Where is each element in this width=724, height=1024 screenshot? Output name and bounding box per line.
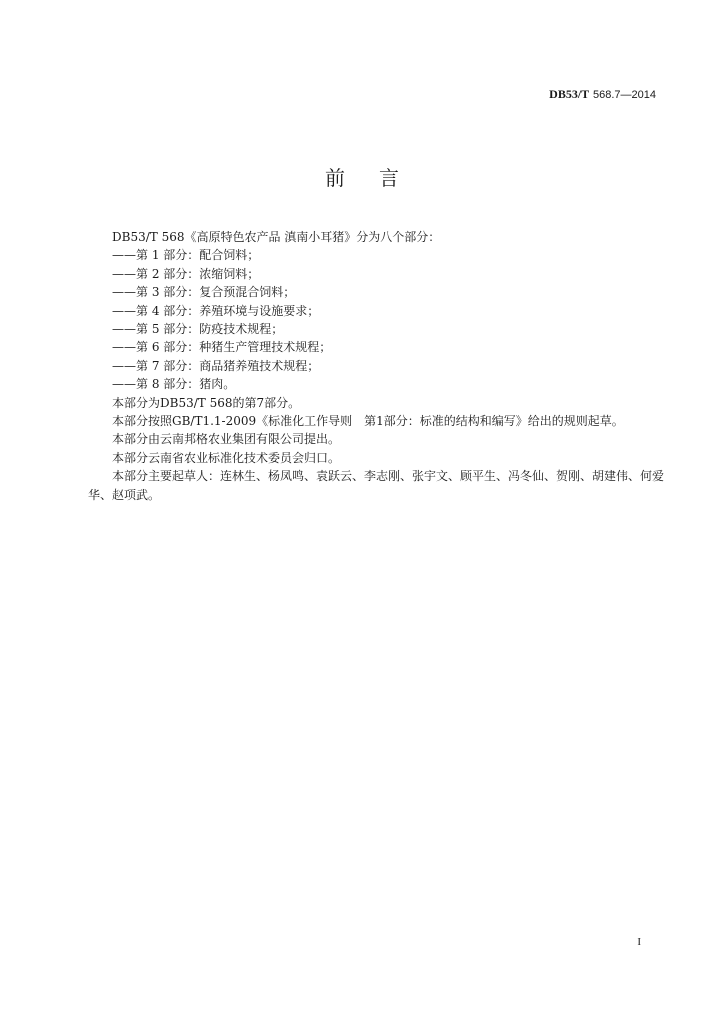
part-item-1: ——第 1 部分：配合饲料； xyxy=(112,248,260,263)
standard-code-prefix: DB53/T xyxy=(549,87,590,101)
part-item-6: ——第 6 部分：种猪生产管理技术规程； xyxy=(112,340,332,355)
intro-line: DB53/T 568《高原特色农产品 滇南小耳猪》分为八个部分： xyxy=(112,230,441,244)
part-item-8: ——第 8 部分：猪肉。 xyxy=(112,377,236,392)
statement-drafting-rules: 本部分按照GB/T1.1-2009《标准化工作导则 第1部分：标准的结构和编写》给出的规则起草。 xyxy=(112,414,624,429)
statement-drafters: 本部分主要起草人：连林生、杨凤鸣、袁跃云、李志刚、张宇文、顾平生、冯冬仙、贺刚、胡建伟、何爱华、赵项武。 xyxy=(88,469,665,502)
standard-code xyxy=(549,87,656,102)
part-item-4: ——第 4 部分：养殖环境与设施要求； xyxy=(112,303,320,318)
foreword-body xyxy=(88,228,668,504)
part-item-7: ——第 7 部分：商品猪养殖技术规程； xyxy=(112,358,320,373)
statement-part-number: 本部分为DB53/T 568的第7部分。 xyxy=(112,395,301,410)
part-item-5: ——第 5 部分：防疫技术规程； xyxy=(112,322,284,337)
statement-administrator: 本部分云南省农业标准化技术委员会归口。 xyxy=(112,450,341,465)
part-item-3: ——第 3 部分：复合预混合饲料； xyxy=(112,285,296,300)
statement-proposer: 本部分由云南邦格农业集团有限公司提出。 xyxy=(112,432,341,447)
page-title: 前言 xyxy=(325,166,433,190)
part-item-2: ——第 2 部分：浓缩饲料； xyxy=(112,266,260,281)
standard-code-number: 568.7—2014 xyxy=(593,89,656,101)
page-number: I xyxy=(637,936,641,948)
